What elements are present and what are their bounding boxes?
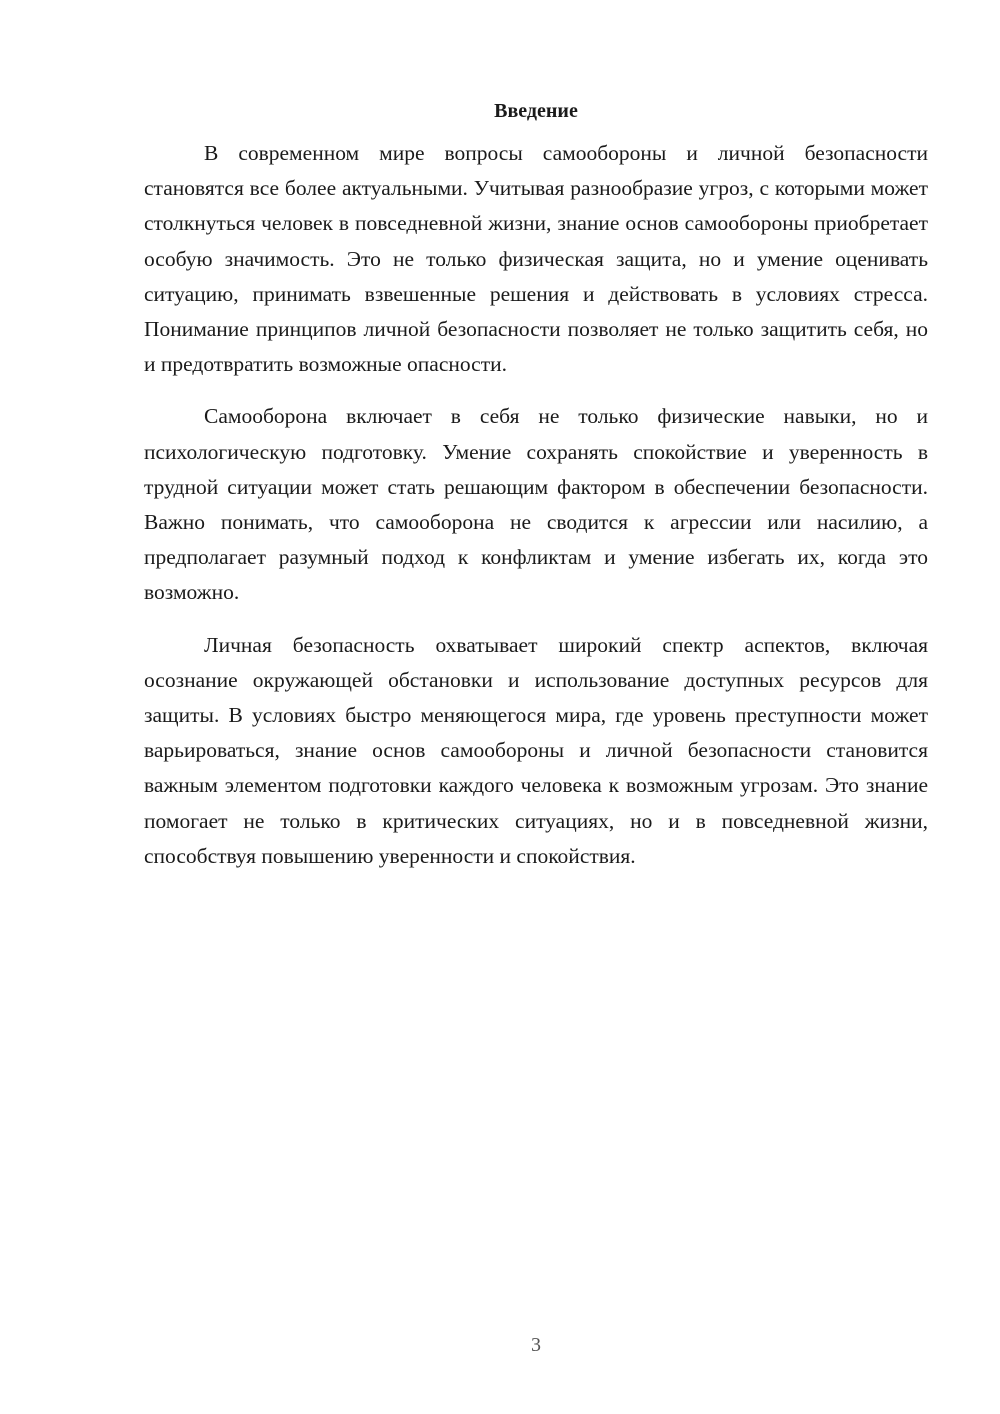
paragraph-1: В современном мире вопросы самообороны и личной безопасности становятся все более актуальными. Учитывая разнообразие угроз, с которыми может столкнуться человек в повседневной жизни, знание основ самообороны приобретает особую значимость. Это не только физическая защита, но и умение оценивать ситуацию, принимать взвешенные решения и действовать в условиях стресса. Понимание принципов личной безопасности позволяет не только защитить себя, но и предотвратить возможные опасности. (144, 141, 928, 377)
paragraph-3: Личная безопасность охватывает широкий спектр аспектов, включая осознание окружающей обстановки и использование доступных ресурсов для защиты. В условиях быстро меняющегося мира, где уровень преступности может варьироваться, знание основ самообороны и личной безопасности становится важным элементом подготовки каждого человека к возможным угрозам. Это знание помогает не только в критических ситуациях, но и в повседневной жизни, способствуя повышению уверенности и спокойствия. (144, 632, 928, 868)
page-number: 3 (531, 1334, 541, 1356)
page-content (144, 96, 928, 891)
paragraph-2: Самооборона включает в себя не только физические навыки, но и психологическую подготовку. Умение сохранять спокойствие и уверенность в трудной ситуации может стать решающим фактором в обеспечении безопасности. Важно понимать, что самооборона не сводится к агрессии или насилию, а предполагает разумный подход к конфликтам и умение избегать их, когда это возможно. (144, 404, 928, 605)
section-heading: Введение (494, 100, 578, 122)
